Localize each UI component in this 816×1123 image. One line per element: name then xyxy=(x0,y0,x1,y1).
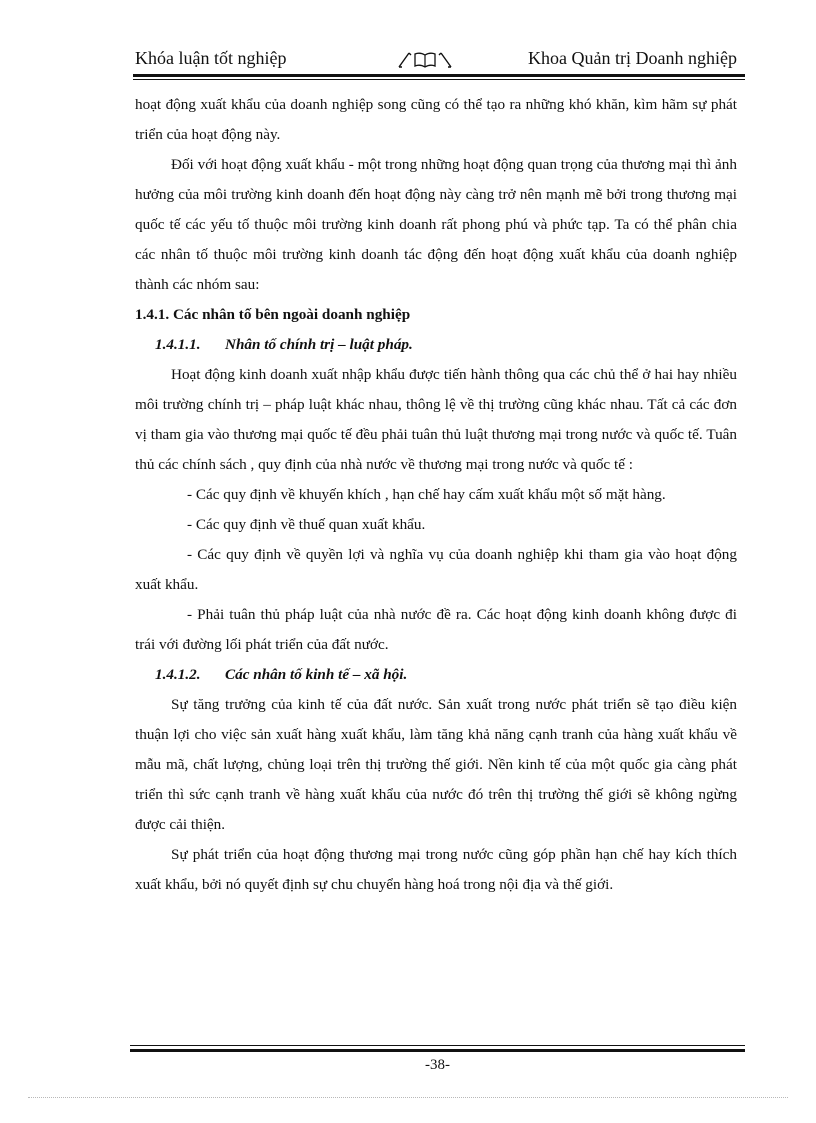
footer-rule-thick xyxy=(130,1049,745,1052)
section-heading-1-4-1: 1.4.1. Các nhân tố bên ngoài doanh nghiệp xyxy=(135,306,411,323)
heading-title: Nhân tố chính trị – luật pháp. xyxy=(225,336,413,353)
paragraph: hoạt động xuất khẩu của doanh nghiệp song cũng có thể tạo ra những khó khăn, kìm hãm sự phát triển của hoạt động này. xyxy=(135,96,737,143)
list-item: - Các quy định về quyền lợi và nghĩa vụ của doanh nghiệp khi tham gia vào hoạt động xuất khẩu. xyxy=(135,546,737,593)
list-item: - Các quy định về thuế quan xuất khẩu. xyxy=(187,516,426,533)
paragraph: Đối với hoạt động xuất khẩu - một trong những hoạt động quan trọng của thương mại thì ảnh hưởng của môi trường kinh doanh đến hoạt động này càng trở nên mạnh mẽ bởi trong thương mại quốc tế các yếu tố thuộc môi trường kinh doanh rất phong phú và phức tạp. Ta có thể phân chia các nhân tố thuộc môi trường kinh doanh tác động đến hoạt động xuất khẩu của doanh nghiệp thành các nhóm sau: xyxy=(135,156,737,293)
heading-number: 1.4.1.1. xyxy=(155,336,201,353)
heading-title: Các nhân tố kinh tế – xã hội. xyxy=(225,666,408,683)
paragraph: Sự tăng trưởng của kinh tế của đất nước. Sản xuất trong nước phát triển sẽ tạo điều kiện thuận lợi cho việc sản xuất hàng xuất khẩu, làm tăng khả năng cạnh tranh của hàng xuất khẩu về mẫu mã, chất lượng, chủng loại trên thị trường thế giới. Nền kinh tế của một quốc gia càng phát triển thì sức cạnh tranh về hàng xuất khẩu của nước đó trên thị trường thế giới sẽ không ngừng được cải thiện. xyxy=(135,696,737,833)
footer-rule-thin xyxy=(130,1045,745,1046)
subsection-heading-1-4-1-1 xyxy=(135,330,737,360)
header-rule-thin xyxy=(133,79,745,80)
page-header xyxy=(133,44,745,78)
page-break-divider xyxy=(28,1097,788,1098)
page-number: -38- xyxy=(425,1057,450,1073)
paragraph: Hoạt động kinh doanh xuất nhập khẩu được tiến hành thông qua các chủ thể ở hai hay nhiều môi trường chính trị – pháp luật khác nhau, thông lệ về thị trường cũng khác nhau. Tất cả các đơn vị tham gia vào thương mại quốc tế đều phải tuân thủ luật thương mại trong nước và quốc tế. Tuân thủ các chính sách , quy định của nhà nước về thương mại trong nước và quốc tế : xyxy=(135,366,737,473)
header-rule-thick xyxy=(133,74,745,77)
page-footer xyxy=(130,1045,745,1085)
book-with-pens-icon xyxy=(395,49,455,71)
paragraph: Sự phát triển của hoạt động thương mại trong nước cũng góp phần hạn chế hay kích thích xuất khẩu, bởi nó quyết định sự chu chuyển hàng hoá trong nội địa và thế giới. xyxy=(135,846,737,893)
list-item: - Các quy định về khuyến khích , hạn chế hay cấm xuất khẩu một số mặt hàng. xyxy=(187,486,666,503)
header-thesis-title: Khóa luận tốt nghiệp xyxy=(135,48,287,68)
document-body xyxy=(135,90,737,900)
heading-number: 1.4.1.2. xyxy=(155,666,201,683)
header-faculty-name: Khoa Quản trị Doanh nghiệp xyxy=(528,48,737,68)
list-item: - Phải tuân thủ pháp luật của nhà nước đề ra. Các hoạt động kinh doanh không được đi trái với đường lối phát triển của đất nước. xyxy=(135,606,737,653)
subsection-heading-1-4-1-2 xyxy=(135,660,737,690)
